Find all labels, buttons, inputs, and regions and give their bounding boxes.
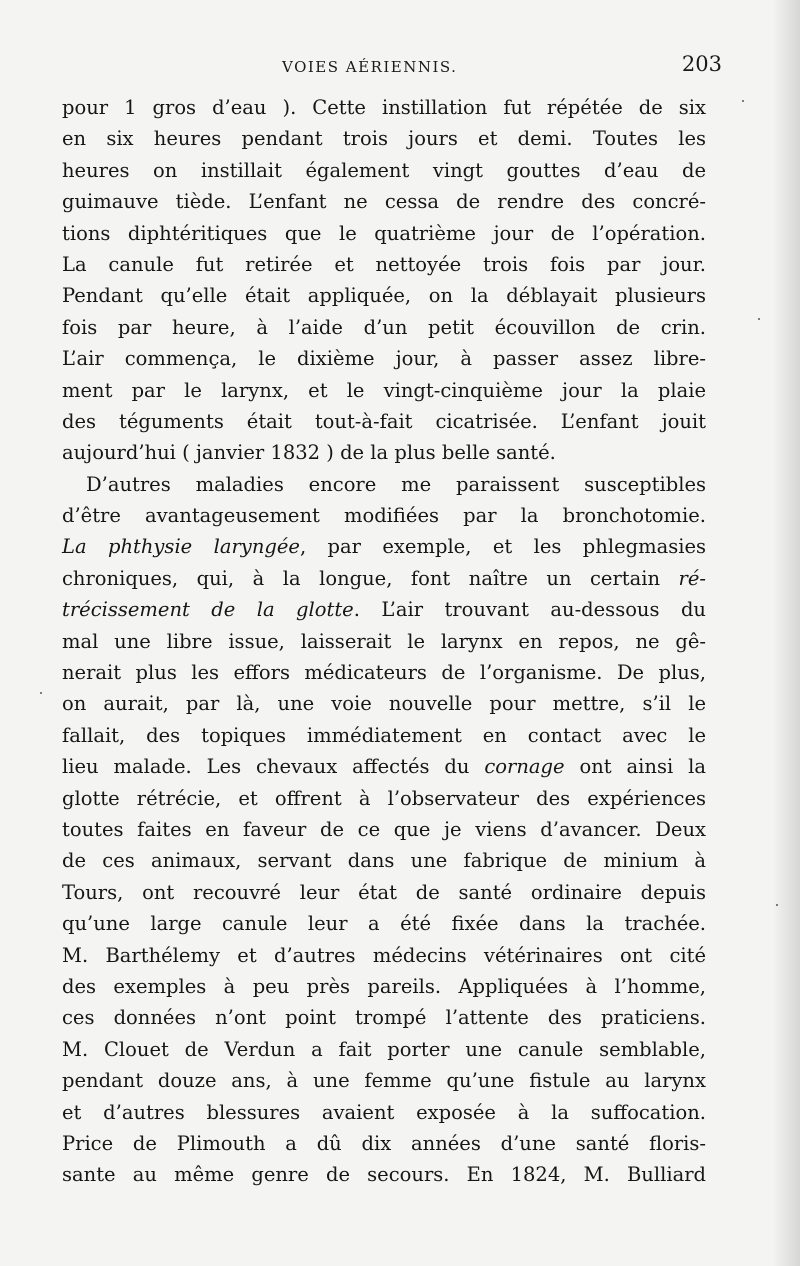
text-line: M. Clouet de Verdun a fait porter une canule semblable, [62, 1037, 706, 1061]
ink-speck [40, 692, 42, 694]
text-line: en six heures pendant trois jours et demi. Toutes les [62, 127, 706, 151]
text-line: fois par heure, à l’aide d’un petit écouvillon de crin. [62, 315, 706, 339]
text-line: des exemples à peu près pareils. Appliquées à l’homme, [62, 974, 706, 998]
text-line: D’autres maladies encore me paraissent susceptibles [86, 472, 706, 496]
text-line: on aurait, par là, une voie nouvelle pour mettre, s’il le [62, 692, 706, 716]
text-line: nerait plus les effors médicateurs de l’organisme. De plus, [62, 661, 706, 685]
text-line: des téguments était tout-à-fait cicatrisée. L’enfant jouit [62, 409, 706, 433]
text-line: toutes faites en faveur de ce que je viens d’avancer. Deux [62, 817, 706, 841]
text-line: lieu malade. Les chevaux affectés du cornage ont ainsi la [62, 755, 706, 779]
text-line: M. Barthélemy et d’autres médecins vétérinaires ont cité [62, 943, 706, 967]
text-line: qu’une large canule leur a été fixée dans la trachée. [62, 912, 706, 936]
text-line: Tours, ont recouvré leur état de santé ordinaire depuis [62, 880, 706, 904]
page-header [60, 52, 720, 86]
text-line-italic-lead: La phthysie laryngée, par exemple, et les phlegmasies [62, 535, 707, 559]
text-line: fallait, des topiques immédiatement en contact avec le [62, 723, 706, 747]
text-line: Price de Plimouth a dû dix années d’une santé floris- [62, 1131, 706, 1155]
text-line: et d’autres blessures avaient exposée à la suffocation. [62, 1100, 706, 1124]
italic-phrase: cornage [484, 755, 565, 779]
text-line: guimauve tiède. L’enfant ne cessa de rendre des concré- [62, 190, 706, 214]
page-edge-shadow [772, 0, 800, 1266]
text-line: de ces animaux, servant dans une fabrique de minium à [62, 849, 706, 873]
page-number: 203 [681, 52, 722, 76]
body-text [62, 92, 706, 1191]
text-line: ces données n’ont point trompé l’attente des praticiens. [62, 1006, 706, 1030]
ink-speck [742, 100, 744, 102]
text-line: L’air commença, le dixième jour, à passer assez libre- [62, 347, 706, 371]
running-title: VOIES AÉRIENNIS. [282, 58, 458, 76]
text-line: d’être avantageusement modifiées par la bronchotomie. [62, 504, 706, 528]
text-line: tions diphtéritiques que le quatrième jour de l’opération. [62, 221, 706, 245]
text-line: trécissement de la glotte. L’air trouvant au-dessous du [62, 598, 706, 622]
text-line: pendant douze ans, à une femme qu’une fistule au larynx [62, 1069, 706, 1093]
text-line: Pendant qu’elle était appliquée, on la déblayait plusieurs [62, 284, 706, 308]
italic-phrase: La phthysie laryngée [62, 535, 300, 559]
italic-phrase: trécissement de la glotte [62, 598, 354, 622]
italic-phrase: ré- [678, 566, 706, 590]
text-line: sante au même genre de secours. En 1824, M. Bulliard [62, 1163, 706, 1187]
text-line: heures on instillait également vingt gouttes d’eau de [62, 158, 706, 182]
text-line: mal une libre issue, laisserait le larynx en repos, ne gê- [62, 629, 706, 653]
text-line: La canule fut retirée et nettoyée trois fois par jour. [62, 252, 706, 276]
ink-speck [776, 904, 778, 906]
text-line: glotte rétrécie, et offrent à l’observateur des expériences [62, 786, 706, 810]
text-line: aujourd’hui ( janvier 1832 ) de la plus belle santé. [62, 441, 556, 465]
text-line: chroniques, qui, à la longue, font naître un certain ré- [62, 566, 706, 590]
text-line: ment par le larynx, et le vingt-cinquième jour la plaie [62, 378, 706, 402]
text-line: pour 1 gros d’eau ). Cette instillation fut répétée de six [62, 96, 706, 119]
ink-speck [758, 318, 760, 320]
